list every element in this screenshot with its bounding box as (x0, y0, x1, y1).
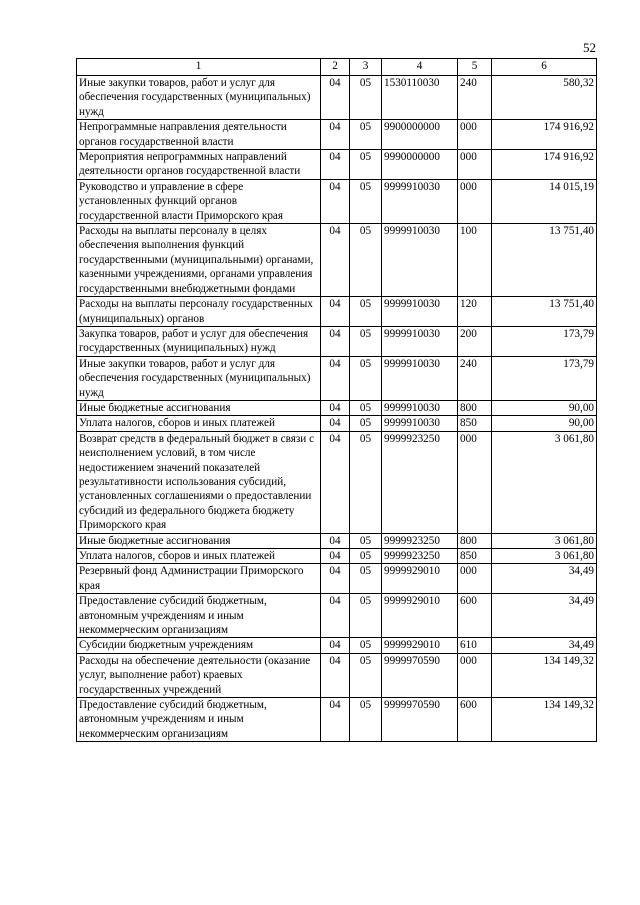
row-name: Расходы на обеспечение деятельности (оказание услуг, выполнение работ) краевых государственных учреждений (77, 653, 321, 697)
row-amount: 134 149,32 (492, 653, 597, 697)
row-section: 04 (321, 150, 350, 180)
row-expense-type: 600 (458, 698, 492, 742)
row-section: 04 (321, 653, 350, 697)
table-row (77, 431, 597, 533)
row-expense-type: 850 (458, 549, 492, 564)
row-name: Иные бюджетные ассигнования (77, 400, 321, 415)
row-section: 04 (321, 224, 350, 297)
row-section: 04 (321, 400, 350, 415)
header-col-3: 3 (350, 59, 382, 76)
row-target-code: 9999910030 (382, 356, 458, 400)
row-target-code: 9999923250 (382, 549, 458, 564)
header-col-1: 1 (77, 59, 321, 76)
table-row (77, 549, 597, 564)
table-body (77, 76, 597, 742)
row-subsection: 05 (350, 150, 382, 180)
row-expense-type: 000 (458, 564, 492, 594)
table-row (77, 594, 597, 638)
row-expense-type: 800 (458, 533, 492, 548)
row-subsection: 05 (350, 76, 382, 120)
row-section: 04 (321, 416, 350, 431)
row-subsection: 05 (350, 594, 382, 638)
row-subsection: 05 (350, 179, 382, 223)
row-name: Непрограммные направления деятельности органов государственной власти (77, 120, 321, 150)
row-target-code: 9999910030 (382, 416, 458, 431)
row-expense-type: 000 (458, 431, 492, 533)
row-name: Иные закупки товаров, работ и услуг для обеспечения государственных (муниципальных) нужд (77, 76, 321, 120)
row-target-code: 9999970590 (382, 698, 458, 742)
row-expense-type: 850 (458, 416, 492, 431)
row-name: Возврат средств в федеральный бюджет в связи с неисполнением условий, в том числе недостижением значений показателей результативности использования субсидий, установленных соглашениями о предоставлении субсидий из федерального бюджета бюджету Приморского края (77, 431, 321, 533)
row-target-code: 1530110030 (382, 76, 458, 120)
row-amount: 34,49 (492, 638, 597, 653)
table-row (77, 150, 597, 180)
row-name: Расходы на выплаты персоналу государственных (муниципальных) органов (77, 297, 321, 327)
row-subsection: 05 (350, 356, 382, 400)
header-row (77, 59, 597, 76)
row-section: 04 (321, 698, 350, 742)
row-expense-type: 000 (458, 179, 492, 223)
row-target-code: 9999929010 (382, 638, 458, 653)
row-expense-type: 600 (458, 594, 492, 638)
row-target-code: 9999923250 (382, 533, 458, 548)
row-amount: 14 015,19 (492, 179, 597, 223)
row-name: Субсидии бюджетным учреждениям (77, 638, 321, 653)
table-row (77, 297, 597, 327)
row-section: 04 (321, 549, 350, 564)
row-section: 04 (321, 120, 350, 150)
table-row (77, 416, 597, 431)
row-amount: 34,49 (492, 564, 597, 594)
row-name: Уплата налогов, сборов и иных платежей (77, 549, 321, 564)
row-amount: 34,49 (492, 594, 597, 638)
row-expense-type: 240 (458, 356, 492, 400)
row-name: Мероприятия непрограммных направлений деятельности органов государственной власти (77, 150, 321, 180)
table-row (77, 400, 597, 415)
page-number: 52 (583, 40, 596, 55)
row-target-code: 9999970590 (382, 653, 458, 697)
row-section: 04 (321, 594, 350, 638)
row-target-code: 9999929010 (382, 594, 458, 638)
row-name: Уплата налогов, сборов и иных платежей (77, 416, 321, 431)
row-amount: 3 061,80 (492, 533, 597, 548)
row-name: Иные закупки товаров, работ и услуг для обеспечения государственных (муниципальных) нужд (77, 356, 321, 400)
table-row (77, 224, 597, 297)
row-amount: 90,00 (492, 400, 597, 415)
row-subsection: 05 (350, 120, 382, 150)
table-row (77, 533, 597, 548)
table-row (77, 356, 597, 400)
row-section: 04 (321, 533, 350, 548)
header-col-2: 2 (321, 59, 350, 76)
row-subsection: 05 (350, 224, 382, 297)
header-col-5: 5 (458, 59, 492, 76)
row-expense-type: 100 (458, 224, 492, 297)
row-subsection: 05 (350, 431, 382, 533)
table-row (77, 179, 597, 223)
row-name: Руководство и управление в сфере установленных функций органов государственной власти Приморского края (77, 179, 321, 223)
row-section: 04 (321, 297, 350, 327)
table-row (77, 638, 597, 653)
row-subsection: 05 (350, 698, 382, 742)
row-amount: 90,00 (492, 416, 597, 431)
table-row (77, 653, 597, 697)
table-row (77, 698, 597, 742)
row-target-code: 9999929010 (382, 564, 458, 594)
row-target-code: 9999910030 (382, 326, 458, 356)
table-row (77, 120, 597, 150)
row-subsection: 05 (350, 638, 382, 653)
row-section: 04 (321, 564, 350, 594)
row-amount: 173,79 (492, 326, 597, 356)
row-name: Предоставление субсидий бюджетным, автономным учреждениям и иным некоммерческим организациям (77, 698, 321, 742)
table-row (77, 564, 597, 594)
row-subsection: 05 (350, 400, 382, 415)
row-target-code: 9999910030 (382, 297, 458, 327)
row-amount: 13 751,40 (492, 224, 597, 297)
table-row (77, 76, 597, 120)
row-subsection: 05 (350, 297, 382, 327)
row-section: 04 (321, 179, 350, 223)
row-name: Закупка товаров, работ и услуг для обеспечения государственных (муниципальных) нужд (77, 326, 321, 356)
row-amount: 174 916,92 (492, 120, 597, 150)
row-subsection: 05 (350, 564, 382, 594)
header-col-4: 4 (382, 59, 458, 76)
row-expense-type: 000 (458, 120, 492, 150)
row-name: Иные бюджетные ассигнования (77, 533, 321, 548)
row-name: Резервный фонд Администрации Приморского края (77, 564, 321, 594)
row-name: Предоставление субсидий бюджетным, автономным учреждениям и иным некоммерческим организациям (77, 594, 321, 638)
row-subsection: 05 (350, 326, 382, 356)
row-amount: 173,79 (492, 356, 597, 400)
row-target-code: 9900000000 (382, 120, 458, 150)
row-subsection: 05 (350, 549, 382, 564)
row-target-code: 9990000000 (382, 150, 458, 180)
row-amount: 134 149,32 (492, 698, 597, 742)
row-target-code: 9999923250 (382, 431, 458, 533)
row-amount: 174 916,92 (492, 150, 597, 180)
row-expense-type: 800 (458, 400, 492, 415)
row-expense-type: 610 (458, 638, 492, 653)
row-name: Расходы на выплаты персоналу в целях обеспечения выполнения функций государственными (муниципальными) органами, казенными учреждениями, органами управления государственными внебюджетными фондами (77, 224, 321, 297)
row-target-code: 9999910030 (382, 179, 458, 223)
row-section: 04 (321, 638, 350, 653)
row-section: 04 (321, 356, 350, 400)
row-subsection: 05 (350, 416, 382, 431)
row-section: 04 (321, 431, 350, 533)
row-expense-type: 240 (458, 76, 492, 120)
row-expense-type: 000 (458, 653, 492, 697)
row-target-code: 9999910030 (382, 400, 458, 415)
row-amount: 13 751,40 (492, 297, 597, 327)
row-expense-type: 200 (458, 326, 492, 356)
row-subsection: 05 (350, 653, 382, 697)
row-amount: 580,32 (492, 76, 597, 120)
row-target-code: 9999910030 (382, 224, 458, 297)
row-expense-type: 000 (458, 150, 492, 180)
header-col-6: 6 (492, 59, 597, 76)
row-section: 04 (321, 326, 350, 356)
row-expense-type: 120 (458, 297, 492, 327)
table-row (77, 326, 597, 356)
row-section: 04 (321, 76, 350, 120)
budget-table (76, 58, 597, 742)
row-amount: 3 061,80 (492, 549, 597, 564)
row-amount: 3 061,80 (492, 431, 597, 533)
row-subsection: 05 (350, 533, 382, 548)
